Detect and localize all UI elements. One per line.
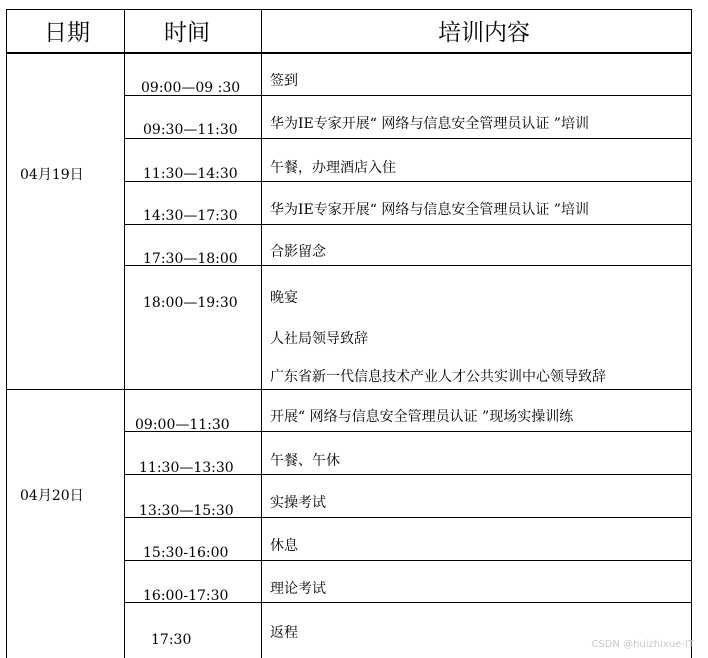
content-cell: 人社局领导致辞 [270, 331, 368, 347]
time-cell: 17:30—18:00 [143, 251, 238, 267]
time-cell: 09:00—11:30 [135, 417, 230, 433]
content-cell: 返程 [270, 625, 298, 641]
time-cell: 11:30—14:30 [143, 166, 238, 182]
content-cell: 广东省新一代信息技术产业人才公共实训中心领导致辞 [270, 369, 606, 385]
time-cell: 17:30 [151, 632, 192, 648]
time-cell: 16:00-17:30 [143, 588, 229, 604]
time-cell: 13:30—15:30 [139, 503, 234, 519]
time-cell: 09:00—09 :30 [141, 80, 241, 96]
content-cell: 华为IE专家开展“ 网络与信息安全管理员认证 ”培训 [270, 116, 589, 132]
table-border-right [691, 9, 692, 658]
content-cell: 合影留念 [270, 244, 326, 260]
header-content: 培训内容 [438, 20, 530, 46]
date-cell-day2: 04月20日 [20, 488, 84, 504]
content-cell: 开展“ 网络与信息安全管理员认证 ”现场实操训练 [270, 409, 574, 425]
header-divider [6, 52, 692, 54]
time-cell: 15:30-16:00 [143, 545, 229, 561]
table-border-top [6, 9, 692, 10]
content-cell: 签到 [270, 73, 298, 89]
time-cell: 11:30—13:30 [139, 460, 234, 476]
content-cell: 休息 [270, 538, 298, 554]
col-divider-date [124, 9, 125, 658]
row-divider [124, 138, 692, 139]
time-cell: 09:30—11:30 [143, 122, 238, 138]
time-cell: 14:30—17:30 [143, 208, 238, 224]
content-cell: 理论考试 [270, 581, 326, 597]
table-border-left [6, 9, 7, 658]
content-cell: 午餐、午休 [270, 453, 340, 469]
header-time: 时间 [164, 20, 210, 46]
content-cell: 晚宴 [270, 290, 298, 306]
time-cell: 18:00—19:30 [143, 295, 238, 311]
content-cell: 实操考试 [270, 495, 326, 511]
col-divider-time [261, 9, 262, 658]
content-cell: 午餐，办理酒店入住 [270, 160, 396, 176]
watermark: CSDN @huizhixue-IT [591, 639, 694, 650]
header-date: 日期 [44, 20, 90, 46]
row-divider [124, 224, 692, 225]
date-cell-day1: 04月19日 [20, 167, 84, 183]
day-divider [6, 389, 692, 390]
content-cell: 华为IE专家开展“ 网络与信息安全管理员认证 ”培训 [270, 202, 589, 218]
